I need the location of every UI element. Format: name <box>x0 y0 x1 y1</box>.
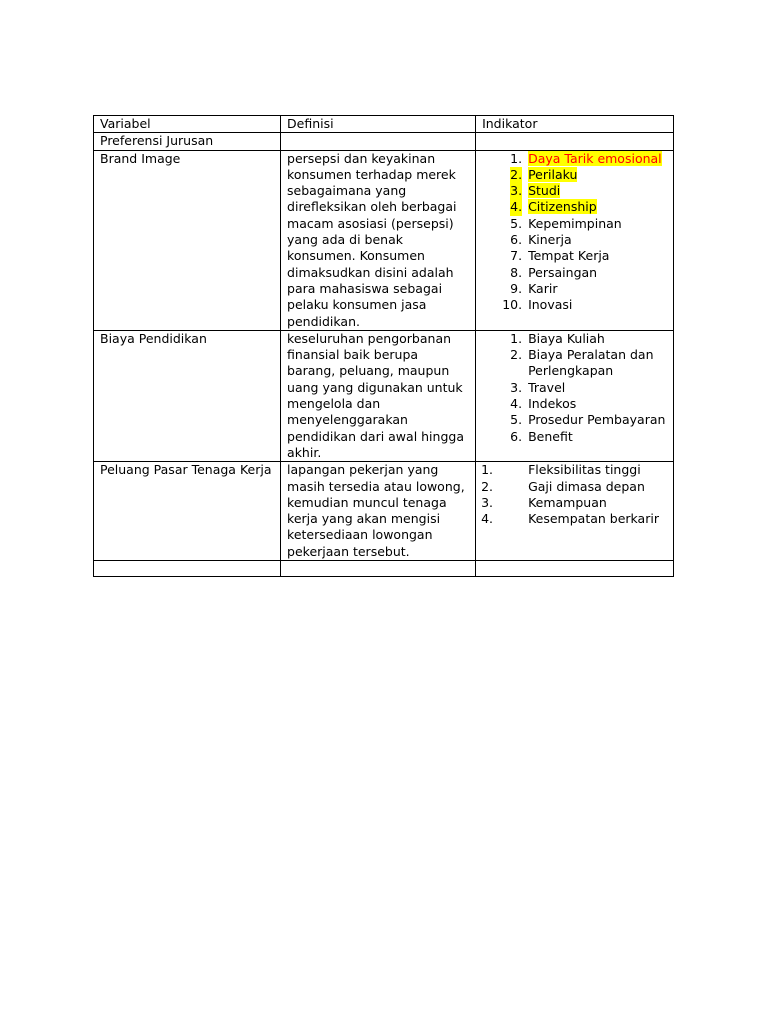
cell-indikator <box>476 330 674 461</box>
list-label: Travel <box>528 379 566 395</box>
list-item <box>482 479 667 495</box>
list-label: Fleksibilitas tinggi <box>528 462 641 478</box>
list-label: Biaya Peralatan dan Perlengkapan <box>528 347 654 379</box>
table-header-row <box>94 116 674 133</box>
list-item <box>482 462 667 478</box>
table-row-empty <box>94 561 674 577</box>
list-number: 6. <box>510 232 523 248</box>
cell-definisi: keseluruhan pengorbanan finansial baik berupa barang, peluang, maupun uang yang digunakan untuk mengelola dan menyelenggarakan pendidikan dari awal hingga akhir. <box>281 330 476 461</box>
list-item <box>482 347 667 380</box>
list-item <box>482 167 667 183</box>
cell-definisi: persepsi dan keyakinan konsumen terhadap merek sebagaimana yang direfleksikan oleh berbagai macam asosiasi (persepsi) yang ada di benak konsumen. Konsumen dimaksudkan disini adalah para mahasiswa sebagai pelaku konsumen jasa pendidikan. <box>281 150 476 330</box>
cell-definisi <box>281 133 476 150</box>
indicator-list <box>482 151 667 314</box>
indicator-list <box>482 462 667 527</box>
list-number: 2. <box>510 347 523 363</box>
list-number: 3. <box>481 494 494 510</box>
list-label: Benefit <box>528 428 573 444</box>
header-definisi: Definisi <box>281 116 476 133</box>
list-item <box>482 511 667 527</box>
list-number: 7. <box>510 248 523 264</box>
list-number: 5. <box>510 412 523 428</box>
cell-indikator <box>476 150 674 330</box>
cell-indikator <box>476 462 674 561</box>
list-item <box>482 151 667 167</box>
list-label: Kepemimpinan <box>528 215 622 231</box>
list-number: 3. <box>510 379 523 395</box>
list-item <box>482 265 667 281</box>
list-label: Indekos <box>528 396 577 412</box>
table-row <box>94 133 674 150</box>
list-label: Kesempatan berkarir <box>528 511 659 527</box>
list-label: Tempat Kerja <box>528 248 610 264</box>
list-number: 10. <box>502 297 523 313</box>
cell-variabel: Peluang Pasar Tenaga Kerja <box>94 462 281 561</box>
list-number: 9. <box>510 280 523 296</box>
variable-table <box>93 115 674 577</box>
list-label: Persaingan <box>528 264 598 280</box>
list-number: 4. <box>481 511 494 527</box>
list-number: 2. <box>481 478 494 494</box>
table-row <box>94 462 674 561</box>
cell-indikator <box>476 133 674 150</box>
list-item <box>482 281 667 297</box>
indicator-list <box>482 331 667 445</box>
list-label: Karir <box>528 280 558 296</box>
table-row <box>94 150 674 330</box>
list-number: 2. <box>510 166 523 182</box>
list-label: Inovasi <box>528 297 573 313</box>
list-item <box>482 248 667 264</box>
list-label: Kinerja <box>528 232 572 248</box>
list-number: 5. <box>510 215 523 231</box>
list-label: Perilaku <box>528 166 578 182</box>
list-number: 4. <box>510 396 523 412</box>
list-number: 6. <box>510 428 523 444</box>
cell-variabel: Brand Image <box>94 150 281 330</box>
list-item <box>482 331 667 347</box>
cell-indikator <box>476 561 674 577</box>
list-number: 4. <box>510 199 523 215</box>
list-item <box>482 396 667 412</box>
list-label: Gaji dimasa depan <box>528 478 645 494</box>
list-number: 1. <box>481 462 494 478</box>
list-label: Studi <box>528 183 561 199</box>
table-row <box>94 330 674 461</box>
cell-variabel <box>94 561 281 577</box>
list-number: 1. <box>510 150 523 166</box>
header-variabel: Variabel <box>94 116 281 133</box>
list-item <box>482 495 667 511</box>
list-number: 8. <box>510 264 523 280</box>
list-item <box>482 183 667 199</box>
list-item <box>482 380 667 396</box>
list-item <box>482 232 667 248</box>
cell-variabel: Preferensi Jurusan <box>94 133 281 150</box>
list-label: Citizenship <box>528 199 597 215</box>
cell-definisi <box>281 561 476 577</box>
list-item <box>482 199 667 215</box>
list-label: Daya Tarik emosional <box>528 150 662 166</box>
list-label: Kemampuan <box>528 494 607 510</box>
list-label: Prosedur Pembayaran <box>528 412 666 428</box>
list-number: 3. <box>510 183 523 199</box>
list-item <box>482 429 667 445</box>
list-label: Biaya Kuliah <box>528 330 605 346</box>
list-item <box>482 412 667 428</box>
list-item <box>482 216 667 232</box>
list-item <box>482 297 667 313</box>
cell-definisi: lapangan pekerjan yang masih tersedia atau lowong, kemudian muncul tenaga kerja yang akan mengisi ketersediaan lowongan pekerjaan tersebut. <box>281 462 476 561</box>
header-indikator: Indikator <box>476 116 674 133</box>
cell-variabel: Biaya Pendidikan <box>94 330 281 461</box>
list-number: 1. <box>510 330 523 346</box>
